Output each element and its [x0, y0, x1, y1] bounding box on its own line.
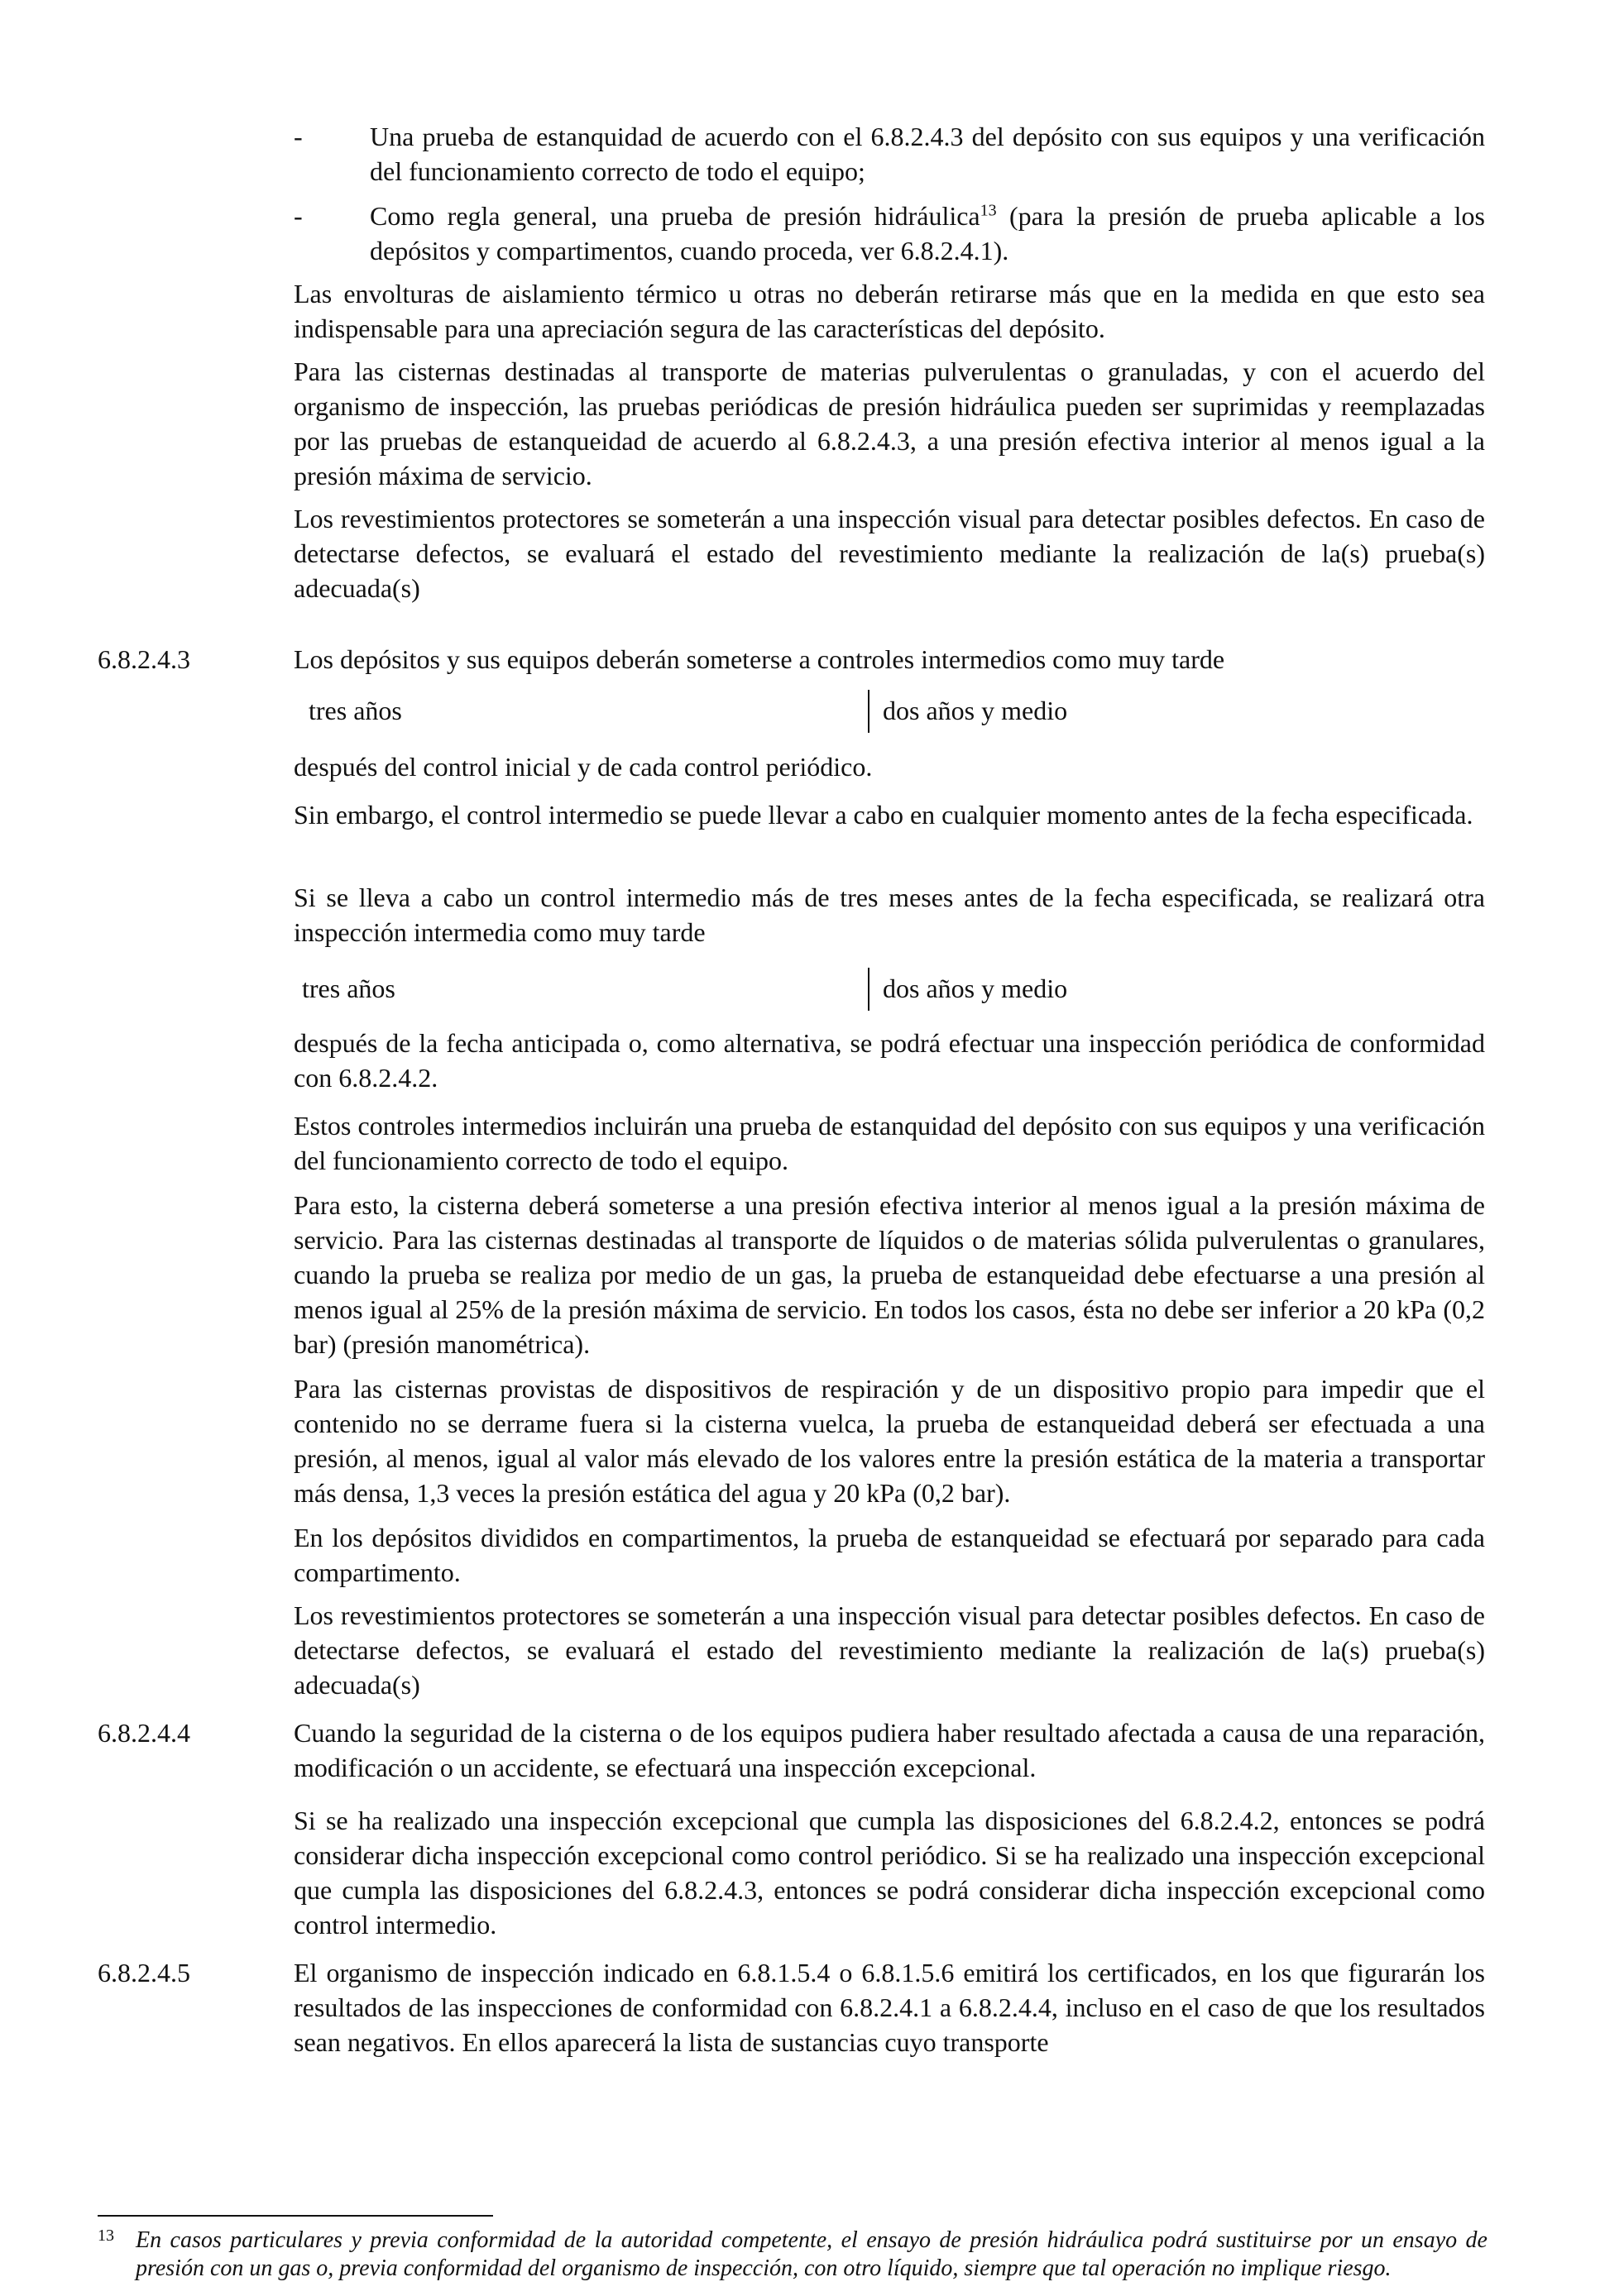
variant-right: dos años y medio: [883, 696, 1068, 725]
paragraph: Cuando la seguridad de la cisterna o de los equipos pudiera haber resultado afectada a causa de una reparación, modificación o un accidente, se efectuará una inspección excepcional.: [294, 1718, 1485, 1782]
paragraph: Los depósitos y sus equipos deberán someterse a controles intermedios como muy tarde: [294, 644, 1225, 674]
bullet-dash: -: [294, 122, 303, 151]
paragraph: El organismo de inspección indicado en 6.8.1.5.4 o 6.8.1.5.6 emitirá los certificados, en los que figurarán los resultados de las inspecciones de conformidad con 6.8.2.4.1 a 6.8.2.4.4, incluso en el caso de que los resultados sean negativos. En ellos aparecerá la lista de sustancias cuyo transporte: [294, 1958, 1485, 2057]
bullet-item: [294, 119, 1485, 189]
section-number: 6.8.2.4.3: [98, 644, 190, 674]
variant-right: dos años y medio: [883, 973, 1068, 1003]
paragraph: Los revestimientos protectores se someterán a una inspección visual para detectar posibles defectos. En caso de detectarse defectos, se evaluará el estado del revestimiento mediante la realización de la(s) prueba(s) adecuada(s): [294, 504, 1485, 603]
footnote-separator: [98, 2215, 493, 2217]
paragraph: Si se lleva a cabo un control intermedio más de tres meses antes de la fecha especificada, se realizará otra inspección intermedia como muy tarde: [294, 883, 1485, 947]
paragraph: después de la fecha anticipada o, como alternativa, se podrá efectuar una inspección periódica de conformidad con 6.8.2.4.2.: [294, 1028, 1485, 1093]
footnote-ref: 13: [980, 201, 997, 220]
paragraph: Si se ha realizado una inspección excepcional que cumpla las disposiciones del 6.8.2.4.2, entonces se podrá considerar dicha inspección excepcional como control periódico. Si se ha realizado una inspección excepcional que cumpla las disposiciones del 6.8.2.4.3, entonces se podrá considerar dicha inspección excepcional como control intermedio.: [294, 1806, 1485, 1940]
section-number: 6.8.2.4.5: [98, 1958, 190, 1987]
paragraph: En los depósitos divididos en compartimentos, la prueba de estanqueidad se efectuará por separado para cada compartimento.: [294, 1523, 1485, 1587]
footnote-text: En casos particulares y previa conformidad de la autoridad competente, el ensayo de presión hidráulica podrá sustituirse por un ensayo de presión con un gas o, previa conformidad del organismo de inspección, con otro líquido, siempre que tal operación no implique riesgo.: [136, 2227, 1487, 2281]
paragraph: Estos controles intermedios incluirán una prueba de estanquidad del depósito con sus equipos y una verificación del funcionamiento correcto de todo el equipo.: [294, 1111, 1485, 1175]
variant-divider: [868, 690, 869, 733]
paragraph: Para las cisternas destinadas al transporte de materias pulverulentas o granuladas, y con el acuerdo del organismo de inspección, las pruebas periódicas de presión hidráulica pueden ser suprimidas y reemplazadas por las pruebas de estanqueidad de acuerdo al 6.8.2.4.3, a una presión efectiva interior al menos igual a la presión máxima de servicio.: [294, 356, 1485, 490]
bullet-text: Como regla general, una prueba de presión hidráulica$^{13}$ (para la presión de prueba aplicable a los depósitos y compartimentos, cuando proceda, ver 6.8.2.4.1).: [370, 201, 1486, 265]
paragraph: Para esto, la cisterna deberá someterse a una presión efectiva interior al menos igual a la presión máxima de servicio. Para las cisternas destinadas al transporte de líquidos o de materias sólida pulverulentas o granulares, cuando la prueba se realiza por medio de un gas, la prueba de estanqueidad debe efectuarse a una presión al menos igual al 25% de la presión máxima de servicio. En todos los casos, ésta no debe ser inferior a 20 kPa (0,2 bar) (presión manométrica).: [294, 1190, 1485, 1359]
bullet-text: Una prueba de estanquidad de acuerdo con el 6.8.2.4.3 del depósito con sus equipos y una verificación del funcionamiento correcto de todo el equipo;: [370, 122, 1485, 186]
bullet-item: [294, 199, 1485, 268]
variant-row: [294, 693, 1485, 729]
paragraph: Para las cisternas provistas de dispositivos de respiración y de un dispositivo propio para impedir que el contenido no se derrame fuera si la cisterna vuelca, la prueba de estanqueidad deberá ser efectuada a una presión, al menos, igual al valor más elevado de los valores entre la presión estática de la materia a transportar más densa, 1,3 veces la presión estática del agua y 20 kPa (0,2 bar).: [294, 1374, 1485, 1508]
paragraph: Sin embargo, el control intermedio se puede llevar a cabo en cualquier momento antes de la fecha especificada.: [294, 800, 1473, 830]
footnote-number: 13: [98, 2227, 114, 2245]
variant-row: [294, 971, 1485, 1007]
footnote: [98, 2227, 1487, 2283]
variant-left: tres años: [302, 973, 395, 1003]
paragraph: Las envolturas de aislamiento térmico u otras no deberán retirarse más que en la medida en que esto sea indispensable para una apreciación segura de las características del depósito.: [294, 279, 1485, 343]
variant-left: tres años: [309, 696, 402, 725]
section-number: 6.8.2.4.4: [98, 1718, 190, 1748]
variant-divider: [868, 968, 869, 1011]
paragraph: Los revestimientos protectores se someterán a una inspección visual para detectar posibles defectos. En caso de detectarse defectos, se evaluará el estado del revestimiento mediante la realización de la(s) prueba(s) adecuada(s): [294, 1600, 1485, 1700]
bullet-dash: -: [294, 201, 303, 231]
paragraph: después del control inicial y de cada control periódico.: [294, 752, 873, 782]
